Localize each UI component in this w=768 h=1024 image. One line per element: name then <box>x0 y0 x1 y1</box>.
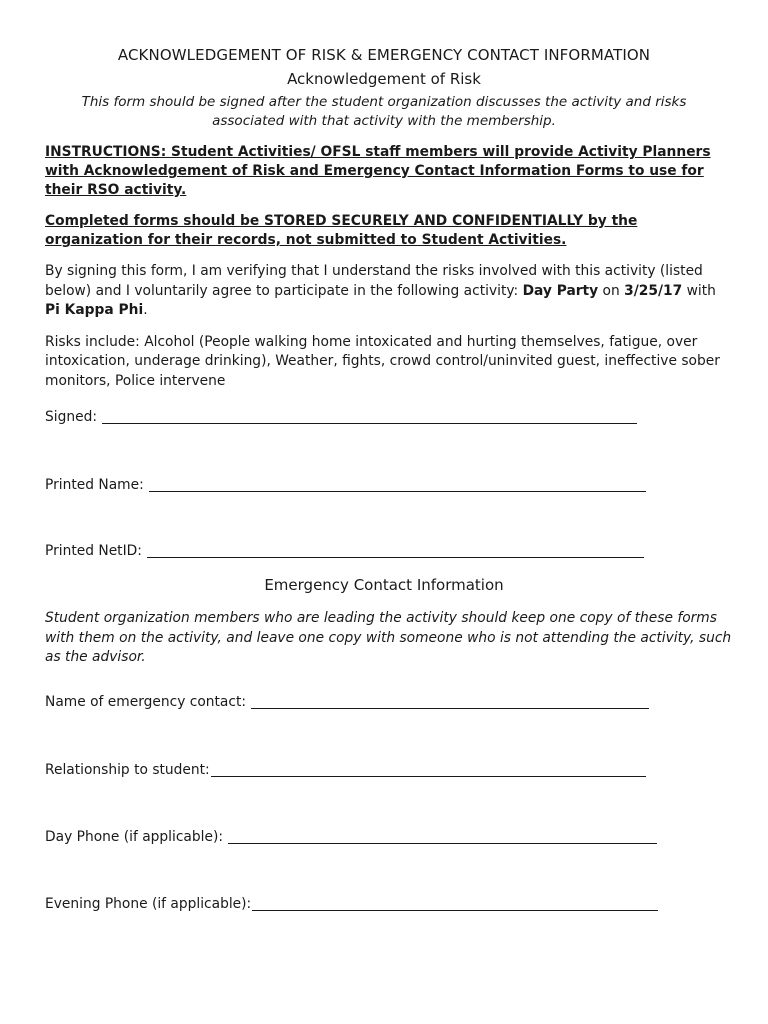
evening-phone-line[interactable] <box>252 896 658 911</box>
day-phone-row <box>45 827 657 847</box>
risks-paragraph: Risks include: Alcohol (People walking home intoxicated and hurting themselves, fatigue, over intoxication, underage drinking), Weather, fights, crowd control/uninvited guest, ineffective sober monitors, Police intervene <box>45 333 720 389</box>
relationship-row <box>45 760 646 780</box>
printed-netid-line[interactable] <box>147 543 644 558</box>
contact-name-label: Name of emergency contact: <box>45 694 247 710</box>
evening-phone-row <box>45 894 658 914</box>
emergency-intro-text: Student organization members who are leading the activity should keep one copy of these forms with them on the activity, and leave one copy with someone who is not attending the activity, such as the advisor. <box>45 610 732 665</box>
printed-name-line[interactable] <box>149 477 646 492</box>
printed-name-row <box>45 475 646 495</box>
storage-note: Completed forms should be STORED SECURELY AND CONFIDENTIALLY by the organization for their records, not submitted to Student Activities. <box>45 213 638 248</box>
printed-name-label: Printed Name: <box>45 477 144 493</box>
agreement-text-with: with <box>682 282 716 299</box>
signed-line[interactable] <box>102 409 637 424</box>
agreement-text-on: on <box>598 282 625 299</box>
printed-netid-label: Printed NetID: <box>45 543 142 559</box>
day-phone-line[interactable] <box>228 829 657 844</box>
document-subheading: Acknowledgement of Risk <box>287 70 481 88</box>
intro-text: This form should be signed after the student organization discusses the activity and risks associated with that activity with the membership. <box>81 94 687 129</box>
activity-date: 3/25/17 <box>624 282 683 299</box>
signed-row <box>45 407 637 427</box>
printed-netid-row <box>45 541 644 561</box>
organization-name: Pi Kappa Phi <box>45 302 144 318</box>
document-heading: ACKNOWLEDGEMENT OF RISK & EMERGENCY CONTACT INFORMATION <box>117 46 651 64</box>
agreement-text-before: By signing this form, I am verifying that I understand the risks involved with this activity (listed below) and I voluntarily agree to participate in the following activity: <box>45 263 703 299</box>
relationship-label: Relationship to student: <box>45 762 210 778</box>
evening-phone-label: Evening Phone (if applicable): <box>45 896 252 912</box>
contact-name-line[interactable] <box>251 694 649 709</box>
emergency-contact-heading: Emergency Contact Information <box>264 576 504 594</box>
contact-name-row <box>45 692 649 712</box>
signed-label: Signed: <box>45 409 97 425</box>
agreement-paragraph <box>45 262 723 321</box>
instructions-text: INSTRUCTIONS: Student Activities/ OFSL staff members will provide Activity Planners with Acknowledgement of Risk and Emergency Contact Information Forms to use for their RSO activity. <box>45 144 711 198</box>
day-phone-label: Day Phone (if applicable): <box>45 829 223 845</box>
relationship-line[interactable] <box>211 762 646 777</box>
activity-name: Day Party <box>522 282 599 299</box>
agreement-text-end: . <box>143 302 148 318</box>
